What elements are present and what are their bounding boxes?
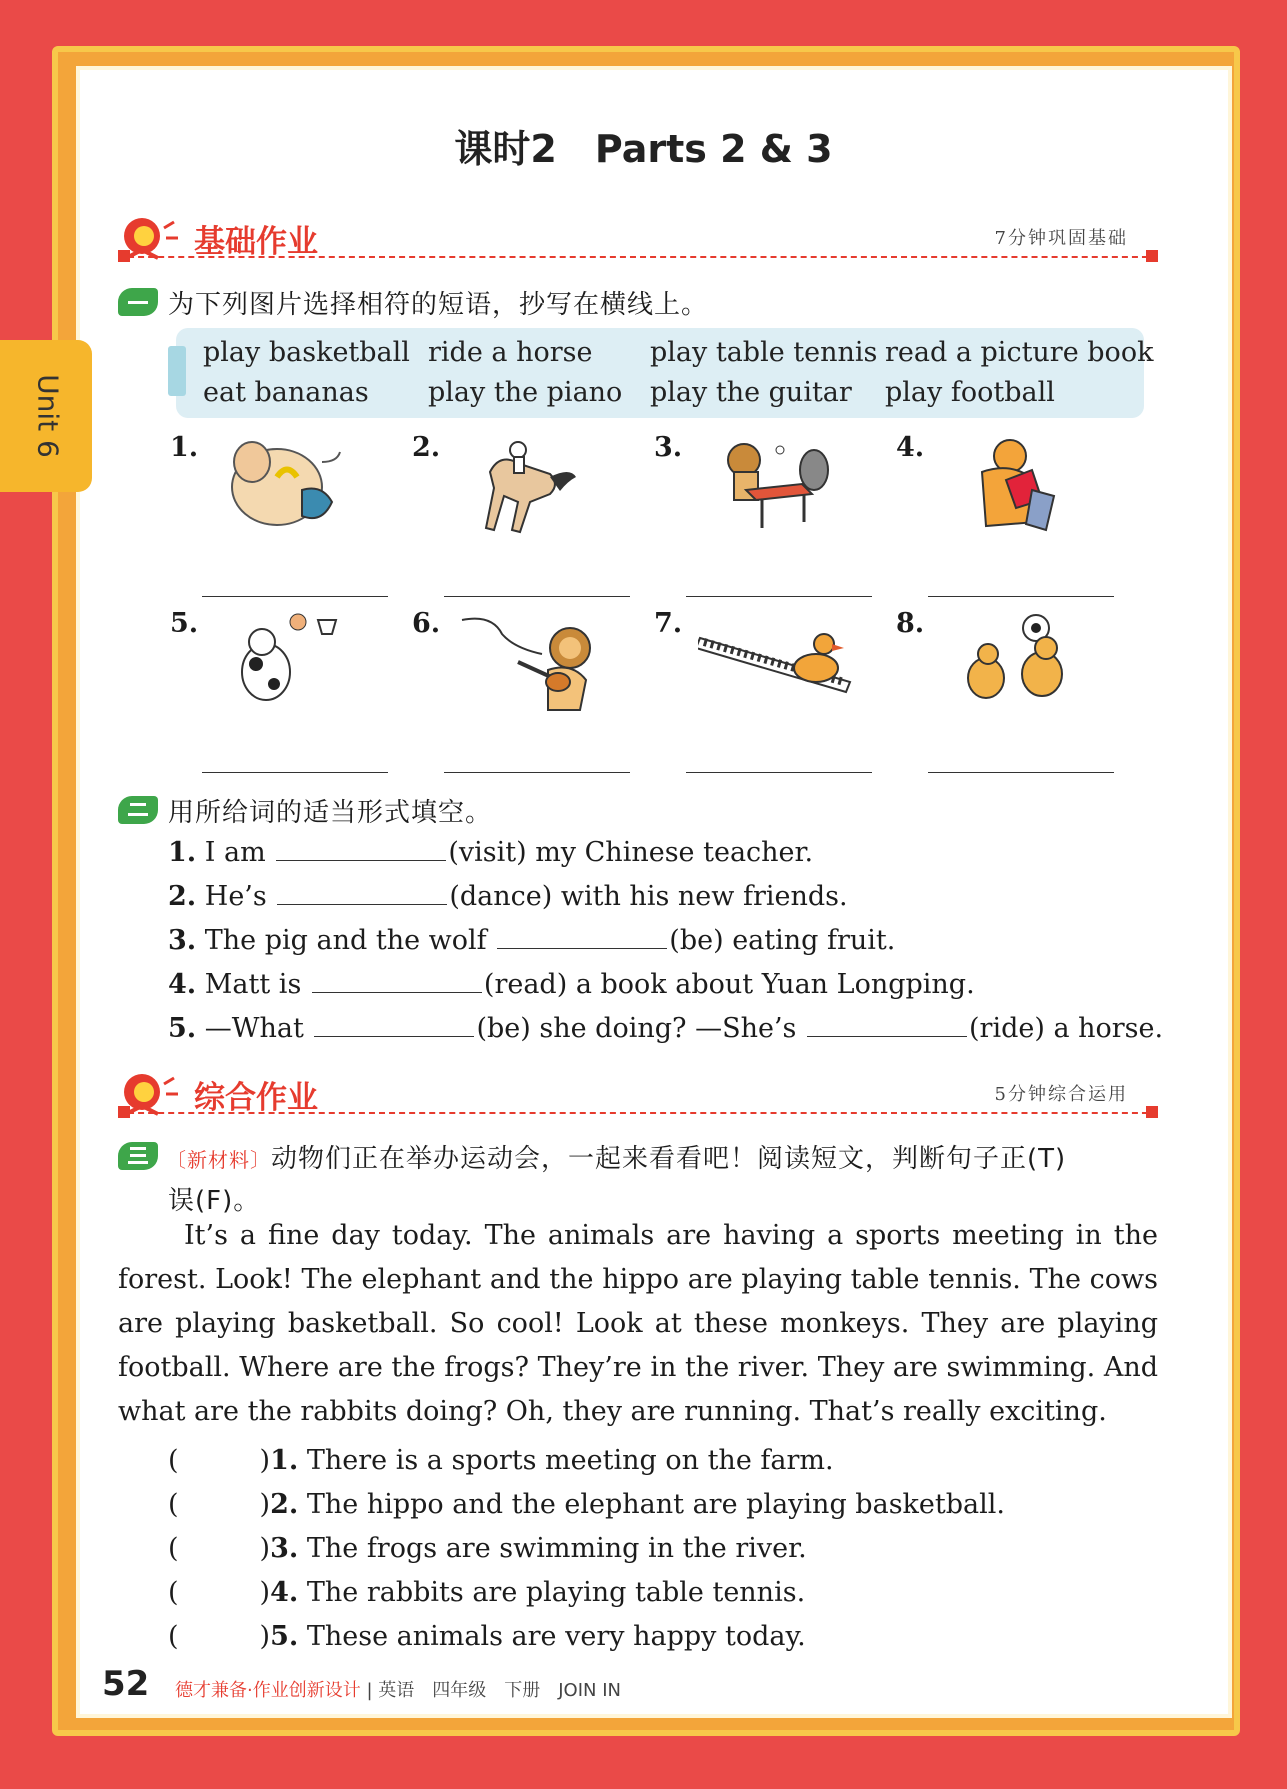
footer-brand: 德才兼备·作业创新设计 — [175, 1680, 361, 1701]
question-number-three — [118, 1142, 158, 1170]
phrase-option: eat bananas — [203, 377, 369, 408]
picture-number: 8. — [896, 608, 925, 639]
picture-number: 4. — [896, 432, 925, 463]
phrase-option: read a picture book — [885, 337, 1154, 368]
section-basic-label: 基础作业 — [194, 224, 318, 260]
picture-number: 6. — [412, 608, 441, 639]
answer-line[interactable] — [928, 772, 1114, 773]
fill-item: 1. I am (visit) my Chinese teacher. — [168, 837, 814, 868]
phrase-option: play the piano — [428, 377, 623, 408]
picture-number: 2. — [412, 432, 441, 463]
footer-grade: 四年级 下册 JOIN IN — [432, 1680, 621, 1701]
tf-statement: ( )4. The rabbits are playing table tennis. — [168, 1577, 806, 1608]
answer-line[interactable] — [444, 772, 630, 773]
fill-blank[interactable] — [312, 968, 482, 993]
fill-blank[interactable] — [314, 1012, 474, 1037]
answer-bracket[interactable]: ( ) — [168, 1489, 271, 1520]
duck-piano-icon — [698, 618, 858, 704]
unit-tab — [0, 340, 92, 492]
page-title: 课时2 Parts 2 & 3 — [454, 127, 833, 171]
section-basic-header — [118, 210, 1158, 266]
tf-statement: ( )5. These animals are very happy today. — [168, 1621, 806, 1652]
answer-bracket[interactable]: ( ) — [168, 1577, 271, 1608]
answer-line[interactable] — [202, 772, 388, 773]
phrase-option: play table tennis — [650, 337, 878, 368]
divider-dot — [1146, 1106, 1158, 1118]
q2-instruction: 用所给词的适当形式填空。 — [168, 798, 493, 828]
lion-guitar-icon — [458, 612, 598, 716]
fill-item: 4. Matt is (read) a book about Yuan Longping. — [168, 969, 975, 1000]
tf-statement: ( )3. The frogs are swimming in the river. — [168, 1533, 807, 1564]
q3-instruction: 〔新材料〕动物们正在举办运动会，一起来看看吧！阅读短文，判断句子正(T) — [166, 1144, 1067, 1174]
answer-line[interactable] — [202, 596, 388, 597]
answer-line[interactable] — [444, 596, 630, 597]
answer-bracket[interactable]: ( ) — [168, 1621, 271, 1652]
phrase-option: play football — [885, 377, 1055, 408]
phrase-box-tab — [168, 346, 186, 396]
phrase-option: ride a horse — [428, 337, 593, 368]
picture-number: 5. — [170, 608, 199, 639]
question-number-one — [118, 288, 158, 316]
reading-passage: It’s a fine day today. The animals are having a sports meeting in the forest. Look! The elephant and the hippo are playing table tennis. The cows are playing basketball. So cool! Look at these monkeys. They are playing football. Where are the frogs? They’re in the river. They are swimming. And what are the rabbits doing? Oh, they are running. That’s really exciting. — [118, 1220, 1158, 1427]
fill-item: 5. —What (be) she doing? —She’s (ride) a horse. — [168, 1013, 1164, 1044]
picture-number: 3. — [654, 432, 683, 463]
answer-line[interactable] — [928, 596, 1114, 597]
phrase-option: play basketball — [203, 337, 410, 368]
divider — [118, 1112, 1158, 1114]
table-tennis-icon — [712, 432, 842, 538]
divider-dot — [1146, 250, 1158, 262]
page-number: 52 — [102, 1664, 150, 1704]
fill-blank[interactable] — [277, 880, 447, 905]
tiger-reading-icon — [962, 432, 1072, 538]
unit-label: Unit 6 — [31, 374, 65, 458]
section-comprehensive-header — [118, 1066, 1158, 1122]
fill-blank[interactable] — [497, 924, 667, 949]
section-comprehensive-label: 综合作业 — [194, 1080, 318, 1116]
riding-horse-icon — [470, 432, 580, 538]
fill-item: 2. He’s (dance) with his new friends. — [168, 881, 848, 912]
phrase-option: play the guitar — [650, 377, 852, 408]
footer-subject: 英语 — [378, 1680, 415, 1701]
tf-statement: ( )1. There is a sports meeting on the farm. — [168, 1445, 834, 1476]
picture-number: 1. — [170, 432, 199, 463]
answer-line[interactable] — [686, 772, 872, 773]
picture-number: 7. — [654, 608, 683, 639]
divider — [118, 256, 1158, 258]
fill-item: 3. The pig and the wolf (be) eating fruit. — [168, 925, 896, 956]
new-material-tag: 〔新材料〕 — [166, 1148, 271, 1172]
elephant-eating-bananas-icon — [222, 432, 352, 538]
divider-dot — [118, 1106, 130, 1118]
question-number-two — [118, 796, 158, 824]
cow-basketball-icon — [218, 612, 348, 716]
fill-blank[interactable] — [276, 836, 446, 861]
footer: 德才兼备·作业创新设计 | 英语 四年级 下册 JOIN IN — [175, 1680, 621, 1701]
divider-dot — [118, 250, 130, 262]
answer-bracket[interactable]: ( ) — [168, 1445, 271, 1476]
q3-instruction-cont: 误(F)。 — [168, 1186, 261, 1216]
section-basic-note: 7分钟巩固基础 — [994, 228, 1128, 249]
ducks-football-icon — [958, 612, 1078, 716]
q1-instruction: 为下列图片选择相符的短语，抄写在横线上。 — [168, 290, 709, 320]
tf-statement: ( )2. The hippo and the elephant are playing basketball. — [168, 1489, 1005, 1520]
fill-blank[interactable] — [807, 1012, 967, 1037]
section-comprehensive-note: 5分钟综合运用 — [994, 1084, 1128, 1105]
answer-bracket[interactable]: ( ) — [168, 1533, 271, 1564]
answer-line[interactable] — [686, 596, 872, 597]
